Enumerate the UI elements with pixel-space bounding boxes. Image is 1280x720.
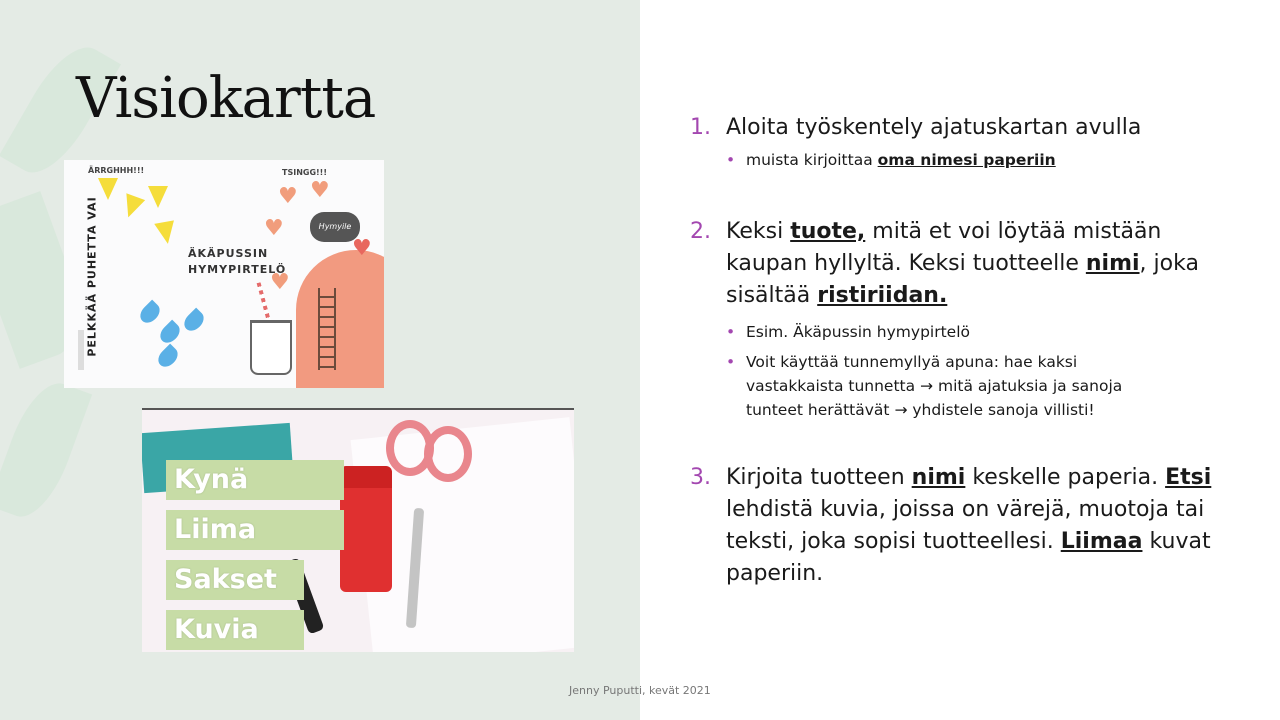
sub-list-item [726,320,1230,344]
heart-icon: ♥ [352,236,372,261]
list-text: Aloita työskentely ajatuskartan avulla [726,115,1142,140]
heart-icon: ♥ [278,184,298,209]
list-text: lehdistä kuvia, joissa on värejä, muotoja tai teksti, joka sopisi tuotteellesi. [726,497,1205,554]
instruction-list [690,112,1230,590]
vision-map-word: TSINGG!!! [282,168,327,177]
list-text-emphasis: tuote, [790,219,866,244]
list-number: 2. [690,219,711,244]
list-number: 1. [690,115,711,140]
slide-footer: Jenny Puputti, kevät 2021 [569,684,711,697]
glue-stick-icon [340,472,392,592]
list-item [690,462,1230,590]
list-text-emphasis: nimi [1085,251,1140,276]
sub-text: muista kirjoittaa [746,151,878,169]
list-text-emphasis: ristiriidan. [817,283,948,308]
sub-text-emphasis: oma nimesi paperiin [877,151,1056,169]
vision-map-badge: Hymyile [310,212,360,242]
list-text: Kirjoita tuotteen [726,465,912,490]
sub-text: Esim. Äkäpussin hymypirtelö [746,323,970,341]
vision-map-center-line: HYMYPIRTELÖ [188,263,287,276]
list-text: kuvat paperiin. [726,529,1211,586]
list-item [690,216,1230,312]
list-text-emphasis: Liimaa [1060,529,1143,554]
vision-map-image [64,160,384,388]
supply-label: Kuvia [166,610,304,650]
vision-map-side-text: PELKKÄÄ PUHETTA VAI [85,196,99,357]
ladder-icon [318,288,336,370]
bullet-icon: • [726,353,736,371]
sub-list-item [726,148,1230,172]
vision-map-word: ÄRRGHHH!!! [88,166,145,175]
heart-icon: ♥ [310,178,330,203]
drop-icon [155,344,182,371]
list-text: mitä et voi löytää mistään kaupan hyllyltä. Keksi tuotteelle [726,219,1162,276]
drop-icon [181,308,208,335]
list-text: Keksi [726,219,791,244]
list-text-emphasis: nimi [911,465,966,490]
slide-title: Visiokartta [76,66,376,131]
lightning-icon [148,186,168,208]
vision-map-shape [296,250,384,388]
list-text: , joka sisältää [726,251,1199,308]
drop-icon [137,300,164,327]
cup-icon [250,320,292,375]
supplies-image [142,408,574,652]
vision-map-center-line: ÄKÄPUSSIN [188,247,269,260]
supply-label: Sakset [166,560,304,600]
bullet-icon: • [726,151,736,169]
supply-label: Liima [166,510,344,550]
lightning-icon [98,178,118,200]
heart-icon: ♥ [270,270,290,295]
list-number: 3. [690,465,711,490]
sub-text: Voit käyttää tunnemyllyä apuna: hae kaksi vastakkaista tunnetta → mitä ajatuksia ja sanoja tunteet herättävät → yhdistele sanoja villisti! [746,353,1123,419]
bullet-icon: • [726,323,736,341]
supply-label: Kynä [166,460,344,500]
sub-list-item [726,350,1146,422]
list-item [690,112,1230,144]
lightning-icon [119,193,145,221]
scissors-icon [424,426,472,482]
list-text: keskelle paperia. [965,465,1166,490]
image-border [142,408,574,410]
heart-icon: ♥ [264,216,284,241]
glue-stick-cap [340,466,392,488]
lightning-icon [154,220,178,245]
drop-icon [157,320,184,347]
vision-map-stripe [78,330,84,370]
list-text-emphasis: Etsi [1165,465,1212,490]
leaf-decoration [0,374,92,526]
